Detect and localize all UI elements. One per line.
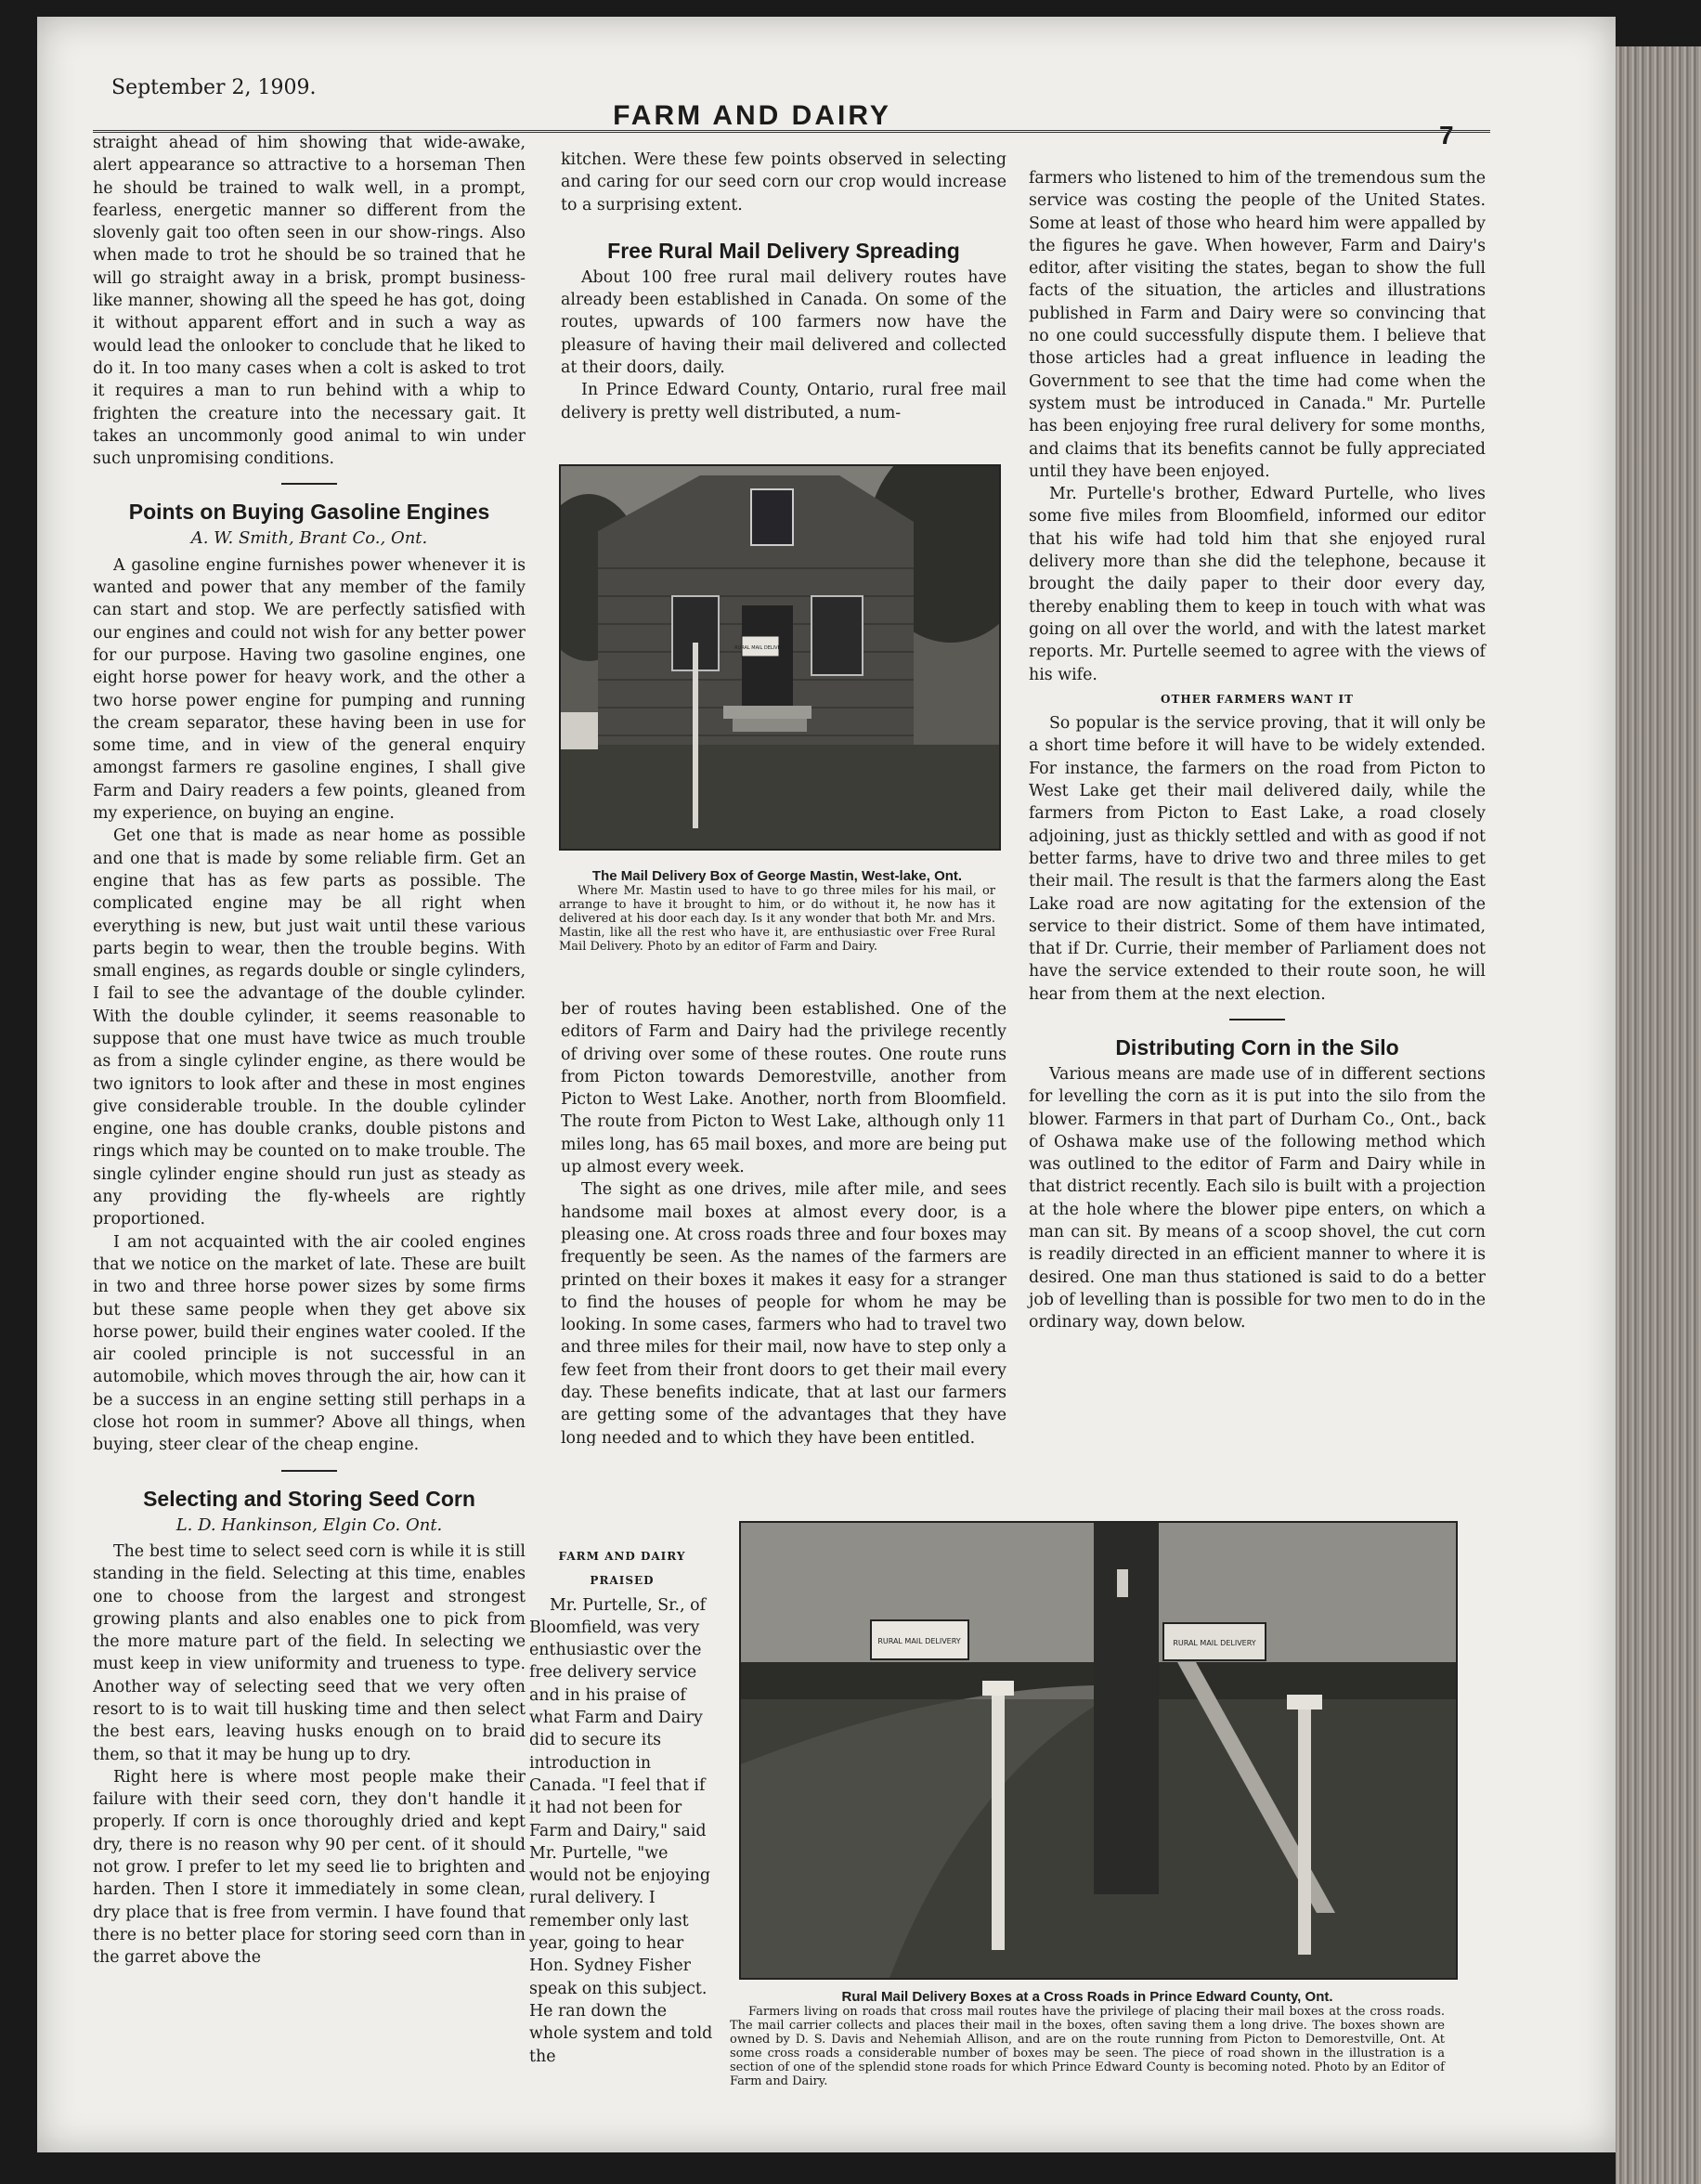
- mailbox-sign: RURAL MAIL DELIVERY: [734, 645, 786, 651]
- subhead: FARM AND DAIRY: [558, 1550, 686, 1563]
- issue-date: September 2, 1909.: [111, 76, 317, 99]
- column-1: [93, 132, 526, 1970]
- column-3: [1029, 167, 1486, 1334]
- paragraph: Mr. Purtelle's brother, Edward Purtelle, who lives some five miles from Bloomfield, informed our editor that his wife had told him that she enjoyed rural delivery more than she did the telephone, because it brought the daily paper to their door every day, thereby enabling them to keep in touch with what was going on all over the world, and with the latest market reports. Mr. Purtelle seemed to agree with the views of his wife.: [1029, 485, 1486, 684]
- paragraph: Mr. Purtelle, Sr., of Bloomfield, was very enthusiastic over the free delivery service and in his praise of what Farm and Dairy did to secure its introduction in Canada. "I feel that if it had not been for Farm and Dairy," said Mr. Purtelle, "we would not be enjoying rural delivery. I remember only last year, going to hear Hon. Sydney Fisher speak on this subject. He ran down the whole system and told the: [529, 1595, 713, 2066]
- column-2-narrow: [529, 1543, 715, 2068]
- section-divider: [281, 1470, 337, 1472]
- headline-gasoline-engines: Points on Buying Gasoline Engines: [128, 500, 490, 525]
- photo-mastin-mailbox: [559, 464, 1001, 851]
- paragraph: ber of routes having been established. One of the editors of Farm and Dairy had the privilege recently of driving over some of these routes. One route runs from Picton towards Demorestville, another from Picton to West Lake. Another, north from Bloomfield. The route from Picton to West Lake, although only 11 miles long, has 65 mail boxes, and more are being put up almost every week.: [561, 1000, 1006, 1177]
- masthead-title: FARM AND DAIRY: [613, 100, 891, 131]
- section-divider: [1229, 1019, 1285, 1020]
- subhead: OTHER FARMERS WANT IT: [1160, 692, 1354, 706]
- paragraph: A gasoline engine furnishes power whenever it is wanted and power that any member of the family can start and stop. We are perfectly satisfied with our engines and could not wish for any better power for our purpose. Having two gasoline engines, one eight horse power for heavy work, and the other a two horse power engine for pumping and running the cream separator, these having been in use for some time, and in view of the general enquiry amongst farmers re gasoline engines, I shall give Farm and Dairy readers a few points, gleaned from my experience, on buying an engine.: [93, 555, 526, 824]
- column-2-continued: [561, 998, 1006, 1446]
- caption-title: Rural Mail Delivery Boxes at a Cross Roads in Prince Edward County, Ont.: [841, 1989, 1333, 2005]
- section-divider: [281, 483, 337, 485]
- paragraph: straight ahead of him showing that wide-awake, alert appearance so attractive to a horseman Then he should be trained to walk well, in a prompt, fearless, energetic manner so different from the slovenly gait too often seen in our show-rings. Also when made to trot he should be so trained that he will go straight away in a brisk, prompt business-like manner, showing all the speed he has got, doing it without apparent effort and in such a way as would lead the onlooker to conclude that he liked to do it. In too many cases when a colt is asked to trot it requires a man to run behind with a whip to frighten the creature into the necessary gait. It takes an uncommonly good animal to win under such unpromising conditions.: [93, 134, 526, 469]
- headline-corn-silo: Distributing Corn in the Silo: [1115, 1034, 1399, 1060]
- paragraph: The best time to select seed corn is while it is still standing in the field. Selecting at this time, enables one to choose from the largest and strongest growing plants and also enables one to pick from the more mature part of the field. In selecting we must keep in view uniformity and trueness to type. Another way of selecting seed that we very often resort to is to wait till husking time and then select the best ears, leaving husks enough on to braid them, so that it may be hung up to dry.: [93, 1541, 526, 1764]
- paragraph: The sight as one drives, mile after mile, and sees handsome mail boxes at almost every door, is a pleasing one. At cross roads three and four boxes may frequently be seen. As the names of the farmers are printed on their boxes it makes it easy for a stranger to find the houses of people for whom he may be looking. In some cases, farmers who had to travel two and three miles for their mail, now have to step only a few feet from their front doors to get their mail every day. These benefits indicate, that at last our farmers are getting some of the advantages that they have long needed and to which they have been entitled.: [561, 1180, 1006, 1447]
- caption-body: Where Mr. Mastin used to have to go three miles for his mail, or arrange to have it brought to him, or do without it, he now has it delivered at his door each day. Is it any wonder that both Mr. and Mrs. Mastin, like all the rest who have it, are enthusiastic over Free Rural Mail Delivery. Photo by an editor of Farm and Dairy.: [559, 884, 995, 954]
- photo-house-illustration: [561, 466, 999, 849]
- caption-photo-1: [559, 868, 995, 954]
- page-number: 7: [1439, 121, 1454, 150]
- subhead: PRAISED: [590, 1574, 655, 1588]
- paragraph: In Prince Edward County, Ontario, rural free mail delivery is pretty well distributed, a num-: [561, 381, 1006, 422]
- byline: L. D. Hankinson, Elgin Co. Ont.: [175, 1514, 443, 1535]
- column-2: [561, 149, 1006, 424]
- photo-mailboxes-illustration: [741, 1523, 1456, 1978]
- paragraph: Various means are made use of in different sections for levelling the corn as it is put into the silo from the blower. Farmers in that part of Durham Co., Ont., back of Oshawa make use of the following method which was outlined to the editor of Farm and Dairy while in that district recently. Each silo is built with a projection at the hole where the blower pipe enters, on which a man can sit. By means of a scoop shovel, the cut corn is readily directed in an efficient manner to where it is desired. One man thus stationed is said to do a better job of levelling than is possible for two men to do in the ordinary way, down below.: [1029, 1064, 1486, 1332]
- mailbox-label-left: RURAL MAIL DELIVERY: [877, 1637, 961, 1645]
- paragraph: About 100 free rural mail delivery routes have already been established in Canada. On some of the routes, upwards of 100 farmers now have the pleasure of having their mail delivered and collected at their doors, daily.: [561, 267, 1006, 378]
- mailbox-label-right: RURAL MAIL DELIVERY: [1173, 1639, 1256, 1647]
- paragraph: kitchen. Were these few points observed in selecting and caring for our seed corn our crop would increase to a surprising extent.: [561, 150, 1006, 214]
- paragraph: Get one that is made as near home as possible and one that is made by some reliable firm. Get an engine that has as few parts as possible. The complicated engine may be all right when everything is new, but just wait until these various parts begin to wear, then the trouble begins. With small engines, as regards double or single cylinders, I fail to see the advantage of the double cylinder. With the double cylinder, it seems reasonable to suppose that one must have twice as much trouble as from a single cylinder engine, as there would be two ignitors to look after and these in most engines give considerable trouble. In the double cylinder engine, one has double cranks, double pistons and rings which may be counted on to make trouble. The single cylinder engine should run just as steady as any providing the fly-wheels are rightly proportioned.: [93, 826, 526, 1229]
- caption-photo-2: [730, 1989, 1445, 2088]
- caption-body: Farmers living on roads that cross mail routes have the privilege of placing their mail boxes at the cross roads. The mail carrier collects and places their mail in the boxes, often saving them a long drive. The boxes shown are owned by D. S. Davis and Nehemiah Allison, and are on the route running from Picton to Demorestville, Ont. At some cross roads a considerable number of boxes may be seen. The piece of road shown in the illustration is a section of one of the splendid stone roads for which Prince Edward County is becoming noted. Photo by an Editor of Farm and Dairy.: [730, 2005, 1445, 2088]
- headline-rural-mail: Free Rural Mail Delivery Spreading: [607, 238, 960, 263]
- book-spine-edge: [1616, 46, 1701, 2184]
- paragraph: I am not acquainted with the air cooled engines that we notice on the market of late. These are built in two and three horse power sizes by some firms but these same people when they get above six horse power, build their engines water cooled. If the air cooled principle is not successful in an automobile, which moves through the air, how can it be a success in an engine setting still perhaps in a close hot room in summer? Above all things, when buying, steer clear of the cheap engine.: [93, 1232, 526, 1455]
- caption-title: The Mail Delivery Box of George Mastin, West-lake, Ont.: [591, 868, 963, 884]
- paragraph: So popular is the service proving, that it will only be a short time before it will have to be widely extended. For instance, the farmers on the road from Picton to West Lake get their mail delivered daily, while the farmers from Picton to East Lake, a road closely adjoining, just as thickly settled and with as good if not better farms, have to drive two and three miles to get their mail. The result is that the farmers along the East Lake road are now agitating for the extension of the service to their district. Some of them have intimated, that if Dr. Currie, their member of Parliament does not have the service extended to their route soon, he will hear from them at the next election.: [1029, 714, 1486, 1004]
- byline: A. W. Smith, Brant Co., Ont.: [190, 528, 428, 549]
- paragraph: farmers who listened to him of the tremendous sum the service was costing the people of the United States. Some at least of those who heard him were appalled by the figures he gave. When however, Farm and Dairy's editor, after visiting the states, began to show the full facts of the situation, the articles and illustrations published in Farm and Dairy were so convincing that no one could successfully dispute them. I believe that those articles had a great influence in leading the Government to see that the time had come when the system must be introduced in Canada." Mr. Purtelle has been enjoying free rural delivery for some months, and claims that its benefits cannot be fully appreciated until they have been enjoyed.: [1029, 169, 1486, 481]
- headline-seed-corn: Selecting and Storing Seed Corn: [143, 1486, 475, 1511]
- photo-cross-roads-mailboxes: [739, 1521, 1458, 1980]
- paragraph: Right here is where most people make their failure with their seed corn, they don't handle it properly. If corn is once thoroughly dried and kept dry, there is no reason why 90 per cent. of it should not grow. I prefer to let my seed lie to brighten and harden. Then I store it immediately in some clean, dry place that is free from vermin. I have found that there is no better place for storing seed corn than in the garret above the: [93, 1767, 526, 1968]
